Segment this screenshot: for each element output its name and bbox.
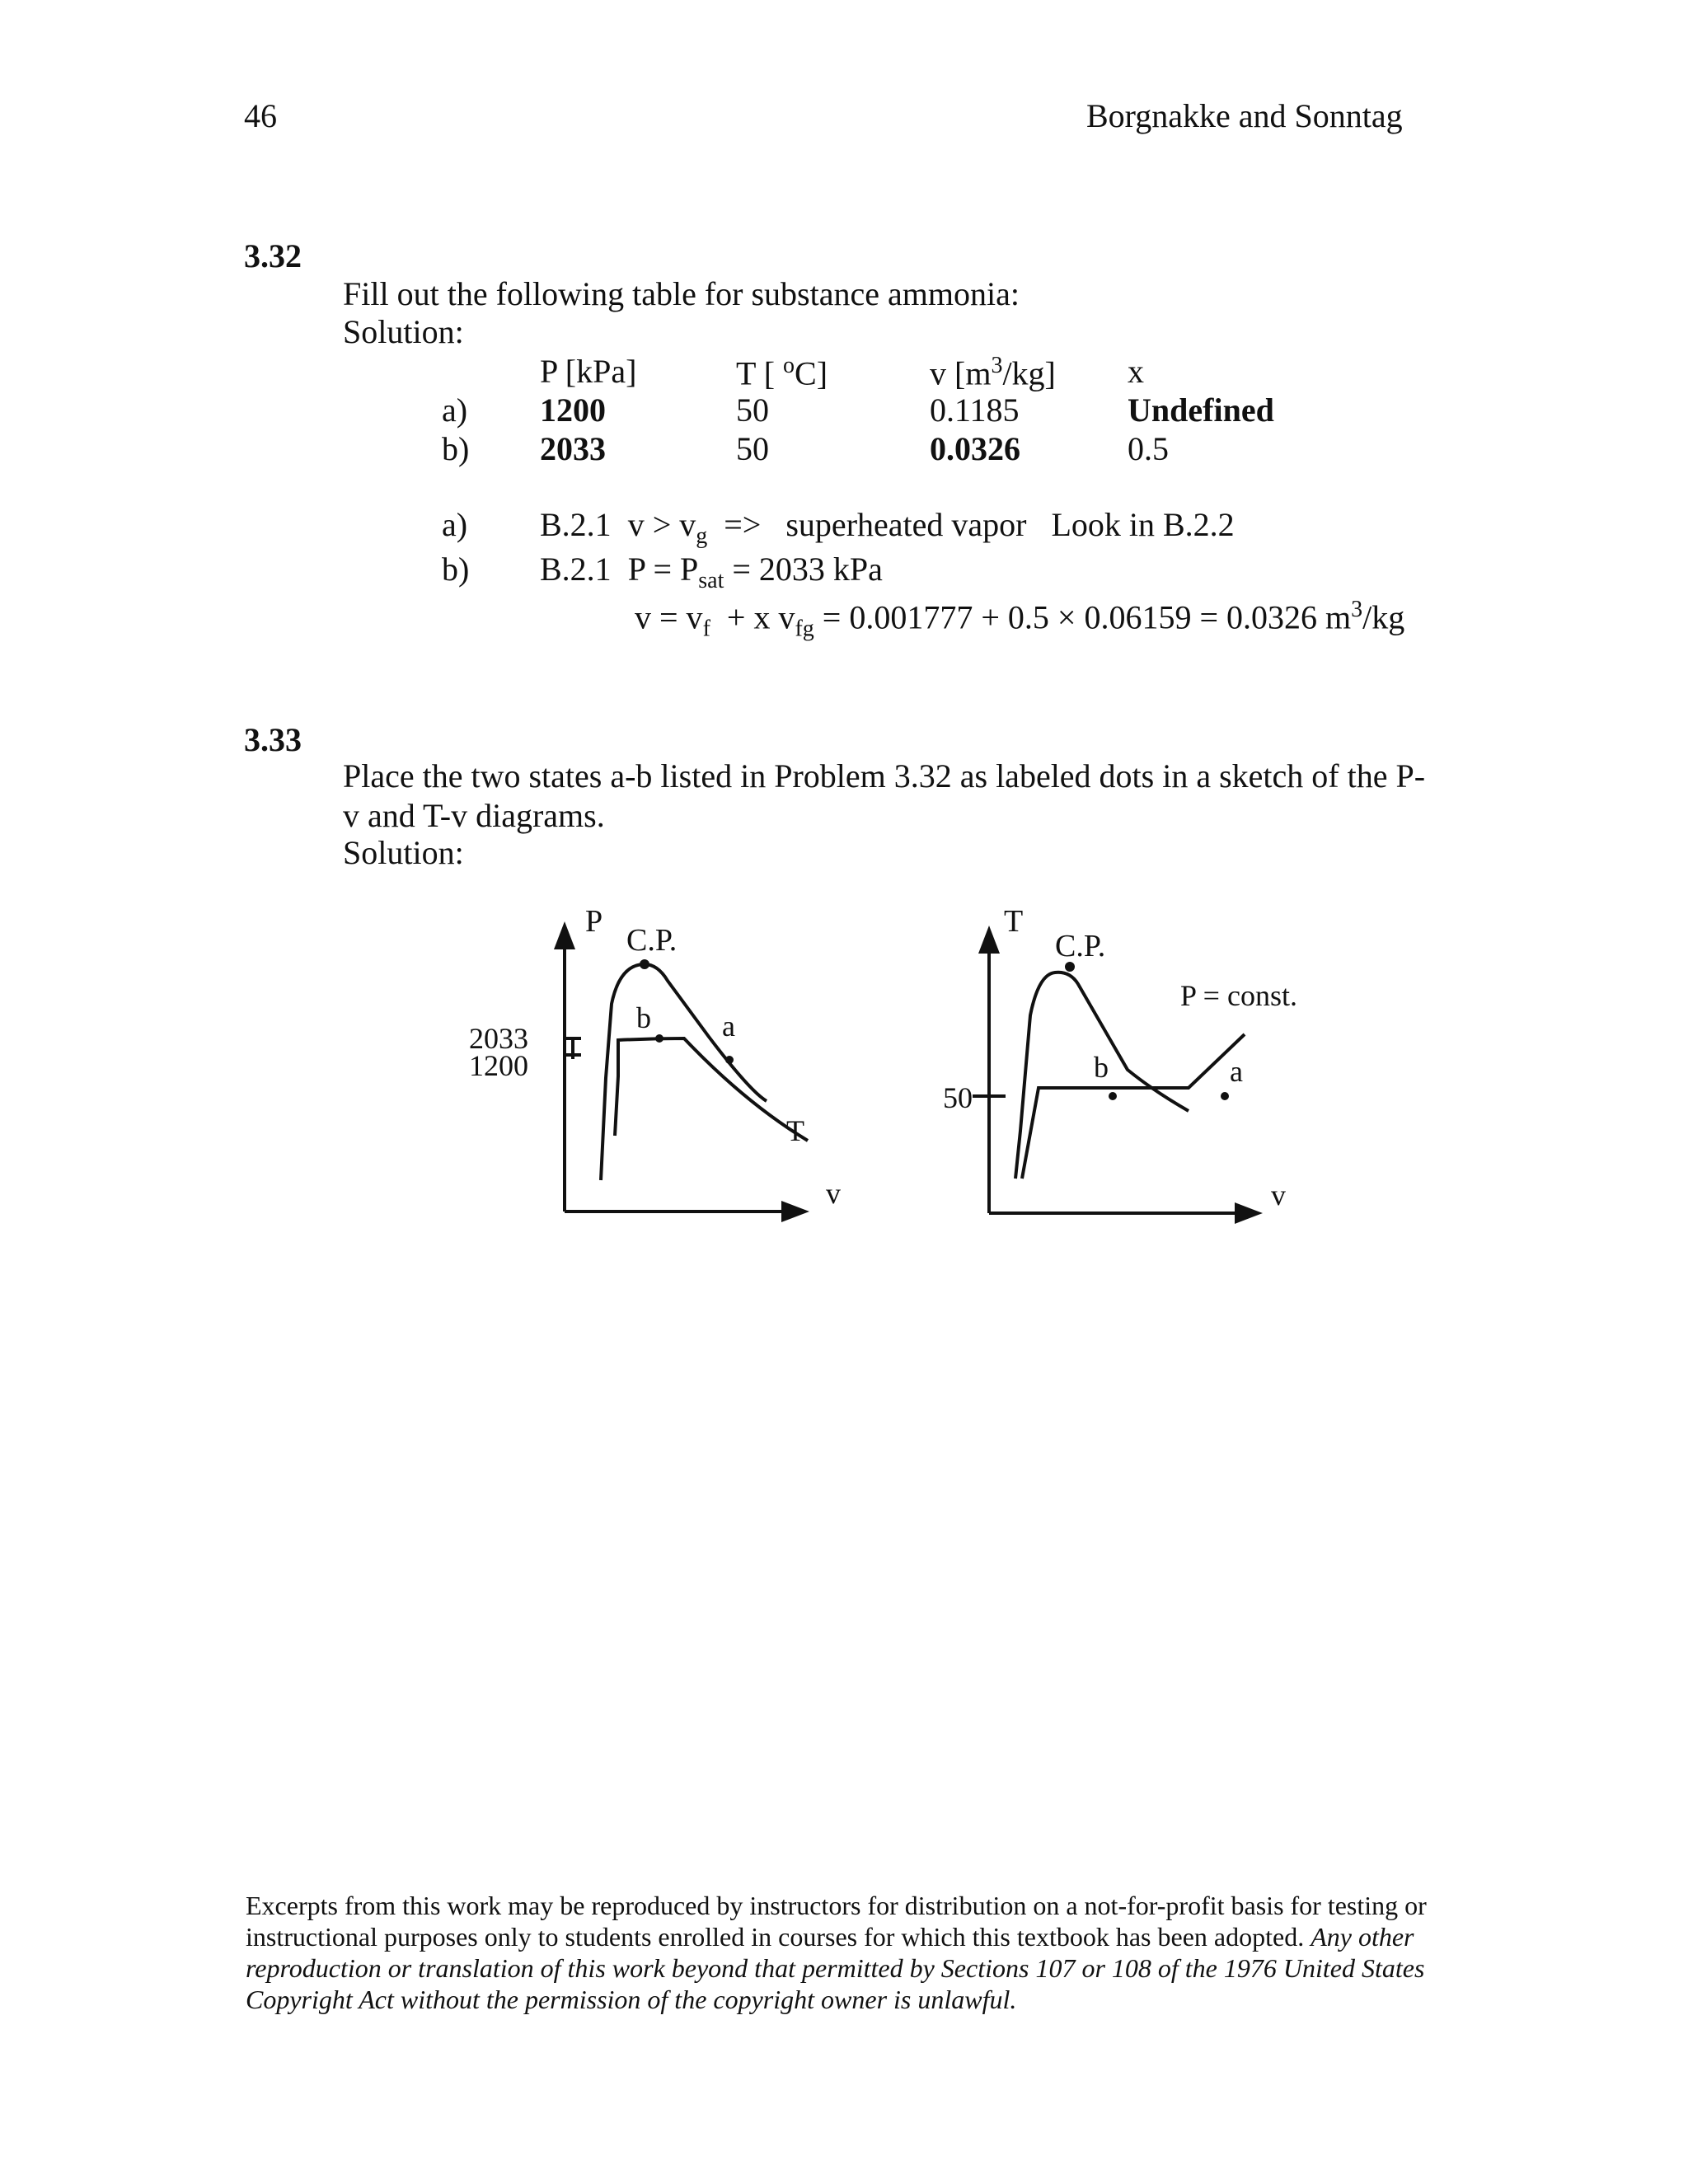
pv-tick-label-1200: 1200 [469, 1049, 528, 1082]
work-b-line: B.2.1 $P = P_{sat} = 2033$ kPa [540, 551, 883, 593]
row-a-quality: Undefined [1128, 391, 1274, 429]
work-c-line: $v = v_f + x$ $v_{fg} = 0.001777 + 0.5 \times 0.06159 = 0.0326$ $m^3/kg$ [635, 597, 1405, 642]
header-quality: x [1128, 353, 1144, 390]
tv-diagram [923, 898, 1335, 1244]
solution-label-333: Solution: [343, 834, 464, 871]
tv-x-arrow [1235, 1202, 1263, 1224]
tv-y-axis-label: T [1004, 904, 1024, 939]
row-a-label: a) [442, 391, 468, 429]
tv-state-b-label: b [1094, 1051, 1109, 1084]
header-temperature: T [ $^o$C] [736, 353, 828, 392]
page-number: 46 [244, 97, 277, 134]
copyright-notice: Excerpts from this work may be reproduced by instructors for distribution on a not-for-profit basis for testing or instructional purposes only to students enrolled in courses for which this textbook has been adopted. Any other reproduction or translation of this work beyond that permitted by Sections 107 or 108 of the 1976 United States Copyright Act without the permission of the copyright owner is unlawful. [246, 1891, 1427, 2014]
pv-critical-point-label: C.P. [626, 923, 678, 958]
row-b-label: b) [442, 430, 470, 467]
tv-tick-label-50: 50 [943, 1081, 973, 1114]
tv-state-a-dot [1221, 1092, 1229, 1100]
row-a-temperature: 50 [736, 391, 769, 429]
tv-x-axis-label: v [1271, 1179, 1286, 1212]
pv-state-b-label: b [636, 1001, 651, 1034]
header-pressure: P [kPa] [540, 353, 637, 390]
problem-number-332: 3.32 [244, 237, 302, 274]
row-b-quality: 0.5 [1128, 430, 1169, 467]
pv-x-axis-label: v [826, 1177, 841, 1210]
row-b-specific-volume: 0.0326 [930, 430, 1020, 467]
work-a-label: a) [442, 506, 468, 543]
row-a-pressure: 1200 [540, 391, 606, 429]
pv-state-b-dot [655, 1034, 663, 1043]
pv-critical-point [640, 959, 649, 969]
tv-state-b-dot [1109, 1092, 1117, 1100]
row-b-temperature: 50 [736, 430, 769, 467]
pv-y-arrow [554, 921, 575, 949]
tv-critical-point-label: C.P. [1055, 929, 1106, 963]
problem-statement-333: Place the two states a-b listed in Problem 3.32 as labeled dots in a sketch of the P-v and T-v diagrams. [343, 757, 1426, 834]
row-a-specific-volume: 0.1185 [930, 391, 1020, 429]
work-b-label: b) [442, 551, 470, 588]
tv-isobar-label: P = const. [1180, 979, 1297, 1012]
pv-state-a-label: a [722, 1010, 735, 1043]
row-b-pressure: 2033 [540, 430, 606, 467]
pv-y-axis-label: P [585, 904, 603, 939]
solution-label-332: Solution: [343, 313, 464, 350]
tv-isobar-line [1022, 1034, 1245, 1179]
pv-diagram [462, 898, 874, 1244]
problem-statement-332: Fill out the following table for substance ammonia: [343, 275, 1020, 312]
pv-isotherm-line [615, 1038, 808, 1141]
pv-isotherm-label: T [786, 1114, 804, 1147]
tv-y-arrow [978, 926, 1000, 954]
pv-state-a-dot [725, 1056, 734, 1064]
running-header: Borgnakke and Sonntag [1086, 97, 1403, 134]
pv-x-arrow [781, 1201, 809, 1222]
tv-state-a-label: a [1230, 1055, 1243, 1088]
pv-tick-label-2033: 2033 [469, 1022, 528, 1055]
work-a-line: B.2.1 $v > v_g$ => superheated vapor Look in B.2.2 [540, 506, 1235, 549]
pv-saturation-dome [601, 964, 767, 1180]
header-specific-volume: v $[m^3/kg]$ [930, 353, 1056, 392]
problem-number-333: 3.33 [244, 721, 302, 758]
